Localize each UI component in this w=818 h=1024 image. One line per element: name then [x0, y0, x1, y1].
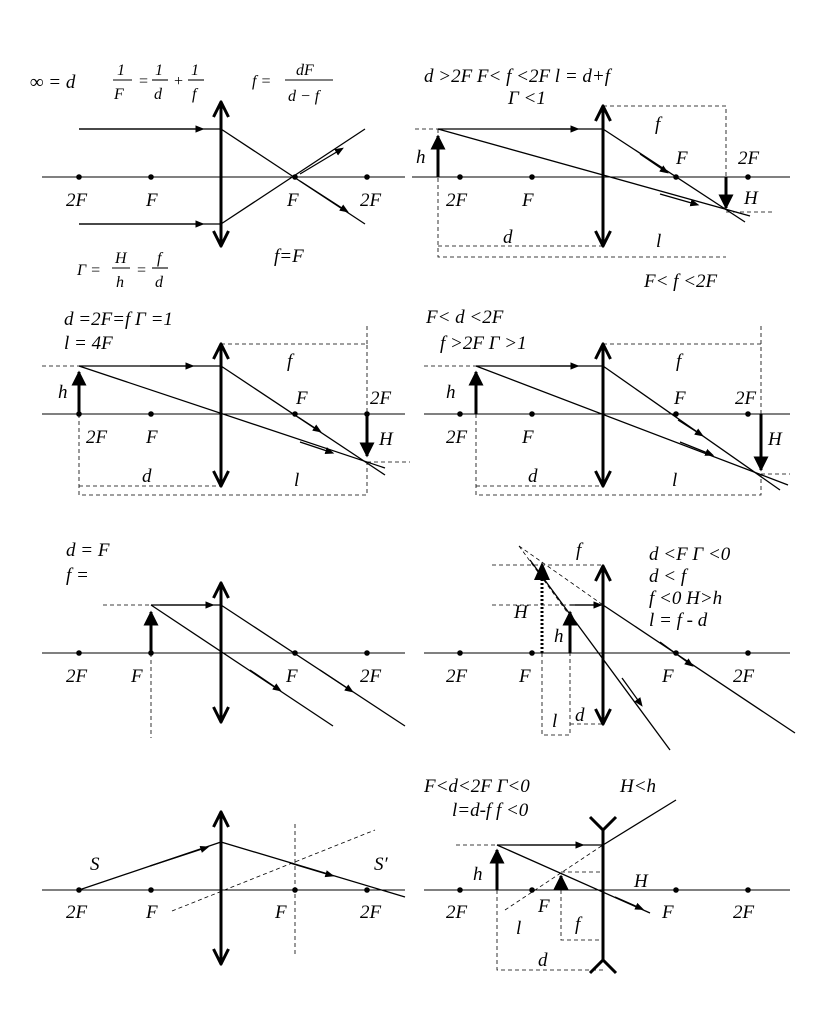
lens-top-tip	[590, 817, 616, 830]
label-d: d	[142, 466, 152, 487]
label-f: F	[131, 666, 143, 687]
ray-arrow	[678, 420, 700, 434]
condition-line-4: l = f - d	[649, 610, 708, 631]
condition-text: F< d <2F	[426, 307, 504, 328]
guide-line	[79, 414, 367, 495]
label-f-distance: f	[676, 351, 682, 372]
label-2f: 2F	[446, 902, 468, 923]
label-2f: 2F	[446, 190, 468, 211]
lens-bottom-tip	[590, 960, 616, 973]
point-2f	[76, 650, 82, 656]
virtual-ray-extension	[519, 546, 603, 605]
panel-6	[424, 540, 795, 750]
footnote-text: F< f <2F	[644, 271, 718, 292]
point-f	[529, 887, 535, 893]
diverging-lens	[590, 817, 616, 973]
label-f: F	[275, 902, 287, 923]
panel-4	[424, 307, 790, 495]
label-H: H	[634, 871, 648, 892]
condition-text: d =2F=f Γ =1	[64, 309, 173, 330]
label-f: F	[296, 388, 308, 409]
guide-line	[561, 890, 603, 940]
label-f: F	[146, 427, 158, 448]
label-f-distance: f	[287, 351, 293, 372]
point-2f	[457, 174, 463, 180]
point-f	[673, 887, 679, 893]
panel-2	[412, 66, 790, 292]
label-f: F	[522, 190, 534, 211]
ray-arrow	[150, 848, 205, 866]
label-2f: 2F	[370, 388, 392, 409]
guide-line	[221, 344, 367, 414]
ray-arrow	[622, 678, 640, 703]
label-2f: 2F	[738, 148, 760, 169]
panel-8	[423, 776, 790, 973]
label-l: l	[516, 918, 522, 939]
label-h: h	[446, 382, 456, 403]
frac-den: d − f	[288, 88, 320, 105]
gamma-text: Γ <1	[508, 88, 546, 109]
ray	[79, 366, 385, 468]
label-l: l	[294, 470, 300, 491]
point-2f	[364, 887, 370, 893]
label-f: F	[538, 896, 550, 917]
label-f: F	[674, 388, 686, 409]
f-equals-F: f=F	[274, 246, 304, 267]
point-f	[529, 174, 535, 180]
label-d: d	[503, 227, 513, 248]
formula-lhs: Γ =	[77, 262, 101, 279]
condition-line-1: d <F Γ <0	[649, 544, 731, 565]
frac-num: 1	[117, 62, 125, 79]
ray-arrow	[615, 897, 640, 908]
frac-den: d	[154, 86, 162, 103]
guide-line	[476, 414, 761, 495]
point-2f	[457, 650, 463, 656]
ray	[151, 605, 333, 726]
condition-line-1: F<d<2F Γ<0	[424, 776, 530, 797]
label-f: F	[676, 148, 688, 169]
condition-line-2: d < f	[649, 566, 687, 587]
equals-sign: =	[136, 262, 147, 279]
ray-arrow	[300, 150, 340, 174]
label-f: F	[662, 666, 674, 687]
ray-arrow	[298, 417, 318, 430]
ray	[438, 129, 750, 216]
equals-sign: =	[138, 73, 149, 90]
label-d: d	[528, 466, 538, 487]
ray-arrow	[290, 863, 330, 875]
label-f-distance: f	[655, 114, 661, 135]
l-text: l = 4F	[64, 333, 113, 354]
label-2f: 2F	[733, 666, 755, 687]
H-less-h: H<h	[620, 776, 657, 797]
point-2f	[76, 174, 82, 180]
label-2f: 2F	[86, 427, 108, 448]
label-h: h	[416, 147, 426, 168]
inf-equals-d: ∞ = d	[30, 72, 76, 93]
frac-num: 1	[191, 62, 199, 79]
point-2f	[457, 887, 463, 893]
frac-den: F	[114, 86, 124, 103]
point-2f	[745, 411, 751, 417]
panel-7	[42, 812, 405, 964]
frac-num: dF	[296, 62, 314, 79]
ray-arrow	[250, 670, 278, 689]
label-h: h	[554, 626, 564, 647]
formula-lhs: f =	[252, 73, 272, 90]
label-f: F	[662, 902, 674, 923]
ray-arrow	[300, 442, 330, 452]
frac-num: 1	[155, 62, 163, 79]
label-f: F	[146, 902, 158, 923]
label-H: H	[744, 188, 758, 209]
lens-formula	[113, 62, 204, 103]
label-l: l	[552, 711, 558, 732]
label-s-prime: S′	[374, 854, 388, 875]
label-f: F	[286, 666, 298, 687]
label-2f: 2F	[66, 190, 88, 211]
label-2f: 2F	[66, 902, 88, 923]
label-f: F	[522, 427, 534, 448]
focal-formula	[252, 62, 333, 105]
label-h: h	[473, 864, 483, 885]
label-f: F	[146, 190, 158, 211]
guide-line	[497, 890, 603, 970]
frac-den: h	[116, 274, 124, 291]
point-f	[529, 411, 535, 417]
label-f: F	[519, 666, 531, 687]
point-2f	[745, 887, 751, 893]
label-h: h	[58, 382, 68, 403]
condition-text: d >2F F< f <2F l = d+f	[424, 66, 611, 87]
point-2f	[745, 174, 751, 180]
frac-den: d	[155, 274, 163, 291]
label-H: H	[514, 602, 528, 623]
point-2f	[364, 650, 370, 656]
panel-5	[42, 540, 405, 738]
label-2f: 2F	[360, 666, 382, 687]
label-2f: 2F	[733, 902, 755, 923]
label-2f: 2F	[446, 666, 468, 687]
label-2f: 2F	[446, 427, 468, 448]
ray-arrow	[640, 154, 665, 171]
condition-line-2: l=d-f f <0	[452, 800, 529, 821]
ray-arrow	[320, 670, 350, 690]
label-2f: 2F	[360, 190, 382, 211]
point-f	[148, 887, 154, 893]
point-2f	[457, 411, 463, 417]
condition-line-3: f <0 H>h	[649, 588, 723, 609]
point-f	[148, 174, 154, 180]
frac-den: f	[192, 86, 197, 103]
ray-arrow	[300, 181, 345, 210]
magnification-formula	[76, 250, 168, 291]
label-H: H	[379, 429, 393, 450]
label-l: l	[672, 470, 678, 491]
label-f-distance: f	[576, 540, 582, 561]
panel-3	[42, 309, 410, 495]
label-f: F	[287, 190, 299, 211]
point-f	[529, 650, 535, 656]
panel-1	[30, 62, 405, 291]
label-d: d	[538, 950, 548, 971]
label-d: d	[575, 705, 585, 726]
label-l: l	[656, 231, 662, 252]
label-2f: 2F	[735, 388, 757, 409]
condition-text-2: f =	[66, 565, 89, 586]
point-2f	[364, 174, 370, 180]
point-f	[148, 411, 154, 417]
condition-text: d = F	[66, 540, 110, 561]
label-H: H	[768, 429, 782, 450]
auxiliary-ray	[172, 830, 375, 911]
label-2f: 2F	[360, 902, 382, 923]
label-f-distance: f	[575, 914, 581, 935]
frac-num: H	[115, 250, 127, 267]
ray	[603, 800, 676, 845]
plus-sign: +	[173, 73, 184, 90]
condition-text-2: f >2F Γ >1	[440, 333, 527, 354]
ray-arrow	[680, 442, 710, 454]
frac-num: f	[157, 250, 162, 267]
ray	[476, 366, 788, 485]
label-s: S	[90, 854, 100, 875]
label-2f: 2F	[66, 666, 88, 687]
point-2f	[745, 650, 751, 656]
